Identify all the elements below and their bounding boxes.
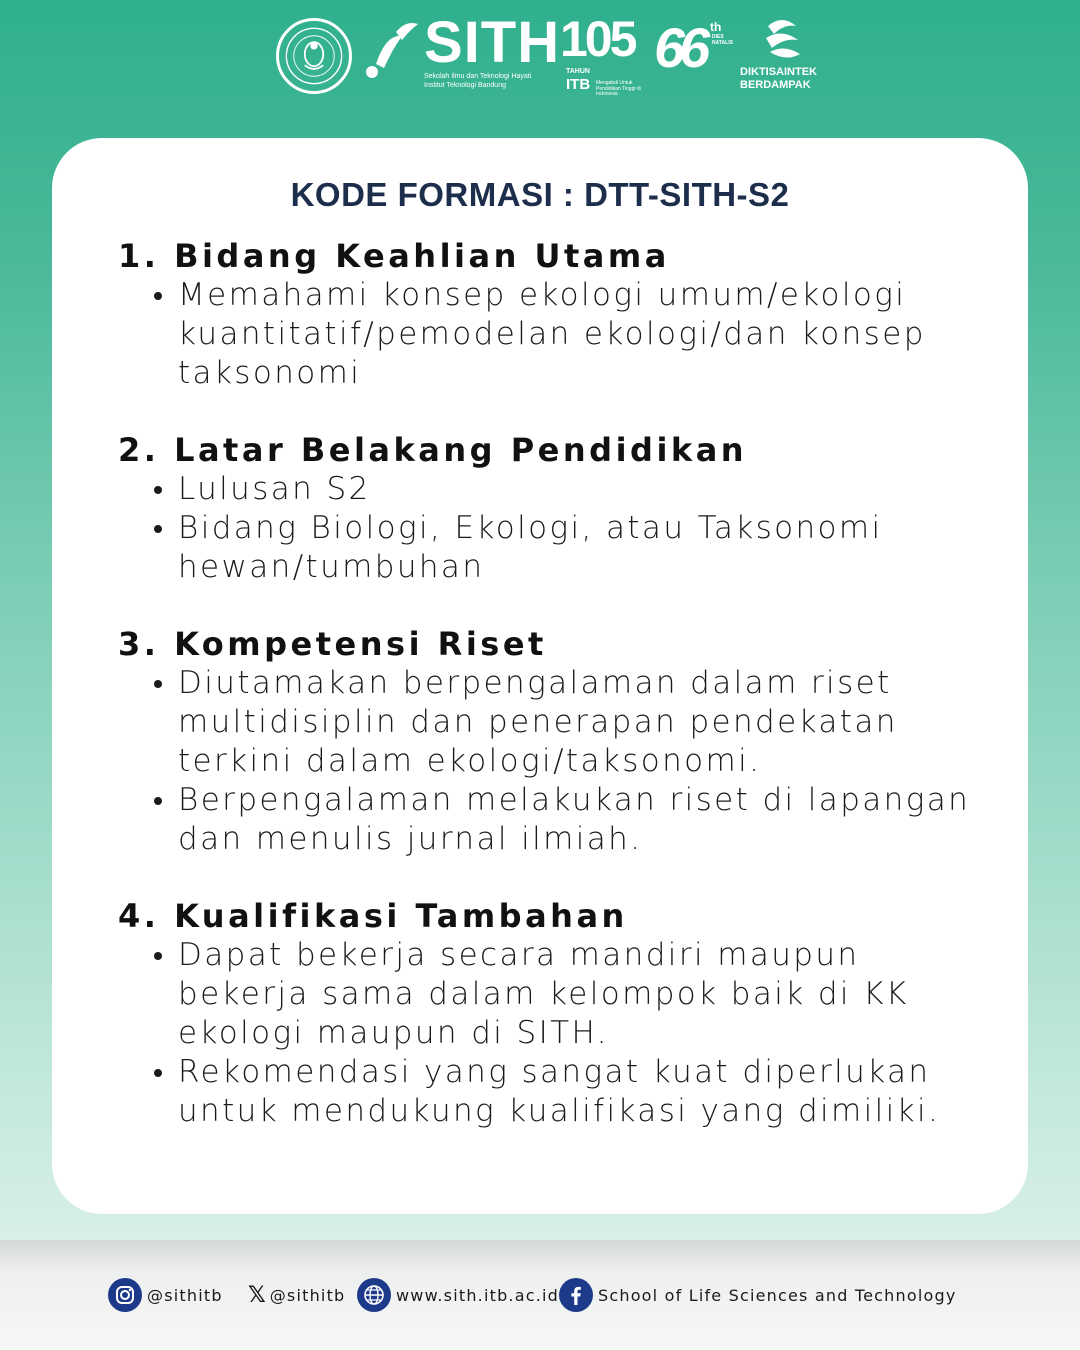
bullet-icon <box>154 1069 162 1077</box>
sith-subtitle: Sekolah Ilmu dan Teknologi Hayati Institut Teknologi Bandung <box>424 73 532 89</box>
itb-seal-logo <box>276 18 352 94</box>
bullet-icon <box>154 292 162 300</box>
website-link[interactable] <box>357 1278 559 1312</box>
bullet-icon <box>154 797 162 805</box>
x-icon: 𝕏 <box>248 1282 266 1308</box>
list-item: Bidang Biologi, Ekologi, atau Taksonomi hewan/tumbuhan <box>118 509 978 587</box>
itb-105-logo: 105 TAHUN ITB Mengabdi Untuk Pendidikan Tinggi di Indonesia <box>560 11 641 97</box>
requirements-list <box>118 236 978 1168</box>
facebook-icon <box>559 1278 593 1312</box>
list-item: Diutamakan berpengalaman dalam riset multidisiplin dan penerapan pendekatan terkini dalam ekologi/taksonomi. <box>118 664 978 781</box>
instagram-icon <box>108 1278 142 1312</box>
bullet-icon <box>154 680 162 688</box>
x-handle: @sithitb <box>269 1285 346 1305</box>
section-heading: 4. Kualifikasi Tambahan <box>118 897 628 935</box>
website-url: www.sith.itb.ac.id <box>396 1285 560 1305</box>
section-kualifikasi-tambahan <box>118 896 978 1131</box>
diktisaintek-logo: DIKTISAINTEK BERDAMPAK <box>740 16 840 96</box>
list-item: Memahami konsep ekologi umum/ekologi kuantitatif/pemodelan ekologi/dan konsep taksonomi <box>118 276 978 393</box>
sith-leaf-logo <box>362 20 422 82</box>
facebook-link[interactable] <box>559 1278 957 1312</box>
section-heading: 1. Bidang Keahlian Utama <box>118 237 670 275</box>
list-item: Lulusan S2 <box>118 470 978 509</box>
list-item: Rekomendasi yang sangat kuat diperlukan untuk mendukung kualifikasi yang dimiliki. <box>118 1053 978 1131</box>
section-kompetensi-riset <box>118 624 978 859</box>
sith-wordmark: SITH <box>424 10 561 75</box>
section-latar-belakang <box>118 430 978 587</box>
bullet-icon <box>154 525 162 533</box>
globe-icon <box>357 1278 391 1312</box>
list-item: Berpengalaman melakukan riset di lapangan dan menulis jurnal ilmiah. <box>118 781 978 859</box>
instagram-handle: @sithitb <box>147 1285 223 1305</box>
dies-natalis-logo: 66 th DIES NATALIS <box>654 16 733 79</box>
page-title: KODE FORMASI : DTT-SITH-S2 <box>290 176 790 213</box>
instagram-link[interactable] <box>108 1278 223 1312</box>
list-item: Dapat bekerja secara mandiri maupun bekerja sama dalam kelompok baik di KK ekologi maupun di SITH. <box>118 936 978 1053</box>
section-bidang-keahlian <box>118 236 978 393</box>
x-link[interactable] <box>248 1278 345 1312</box>
section-heading: 2. Latar Belakang Pendidikan <box>118 431 748 469</box>
header-logos <box>0 0 1080 120</box>
section-heading: 3. Kompetensi Riset <box>118 625 547 663</box>
bullet-icon <box>154 486 162 494</box>
bullet-icon <box>154 952 162 960</box>
facebook-page-name: School of Life Sciences and Technology <box>598 1285 957 1305</box>
